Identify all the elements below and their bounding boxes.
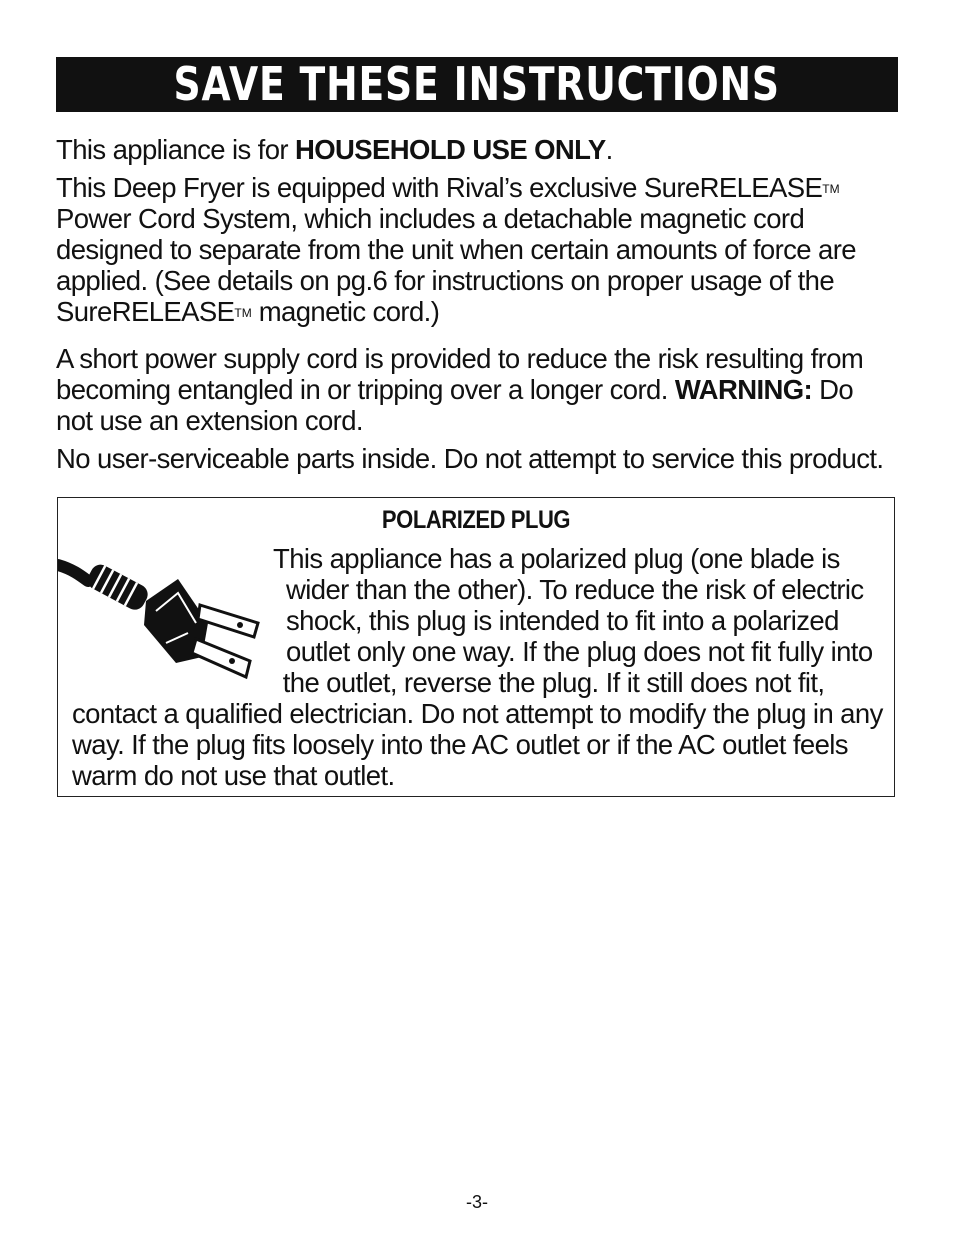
trademark-mark: TM <box>822 182 840 196</box>
polarized-plug-body: This appliance has a polarized plug (one blade is wider than the other). To reduce the risk of electric shock, this plug is intended to fit into a polarized outlet only one way. If the plug does not fit fully into the outlet, reverse the plug. If it still does not fit, contact a qualified electrician. Do not attempt to modify the plug in any way. If the plug fits loosely into the AC outlet or if the AC outlet feels warm do not use that outlet. <box>72 543 883 791</box>
polarized-plug-heading: POLARIZED PLUG <box>381 506 571 534</box>
surerelease-paragraph <box>56 172 896 327</box>
household-use-tail: . <box>605 134 613 165</box>
warning-label: WARNING: <box>674 374 813 405</box>
surerelease-text-3: magnetic cord.) <box>251 296 440 327</box>
power-cord-paragraph <box>56 343 896 436</box>
surerelease-text-1: This Deep Fryer is equipped with Rival’s exclusive SureRELEASE <box>56 172 823 203</box>
page-title: SAVE THESE INSTRUCTIONS <box>173 57 781 111</box>
plug-image-spacer <box>72 543 286 683</box>
power-cord-text: A short power supply cord is provided to reduce the risk resulting from becoming entangled in or tripping over a longer cord. <box>56 343 864 405</box>
household-use-lead: This appliance is for <box>56 134 295 165</box>
power-cord-tail: Do not use an extension cord. <box>56 374 854 436</box>
surerelease-text-2: Power Cord System, which includes a detachable magnetic cord designed to separate from the unit when certain amounts of force are applied. (See details on pg.6 for instructions on proper usage of the SureRELEASE <box>56 203 856 327</box>
polarized-plug-notice <box>57 497 895 797</box>
page-title-banner <box>56 57 898 112</box>
service-text: No user-serviceable parts inside. Do not attempt to service this product. <box>56 443 884 474</box>
page-number: -3- <box>466 1192 488 1212</box>
household-use-emphasis: HOUSEHOLD USE ONLY <box>295 134 606 165</box>
trademark-mark: TM <box>234 306 252 320</box>
polarized-plug-text <box>72 543 890 791</box>
household-use-paragraph <box>56 134 896 165</box>
service-paragraph <box>56 443 896 474</box>
